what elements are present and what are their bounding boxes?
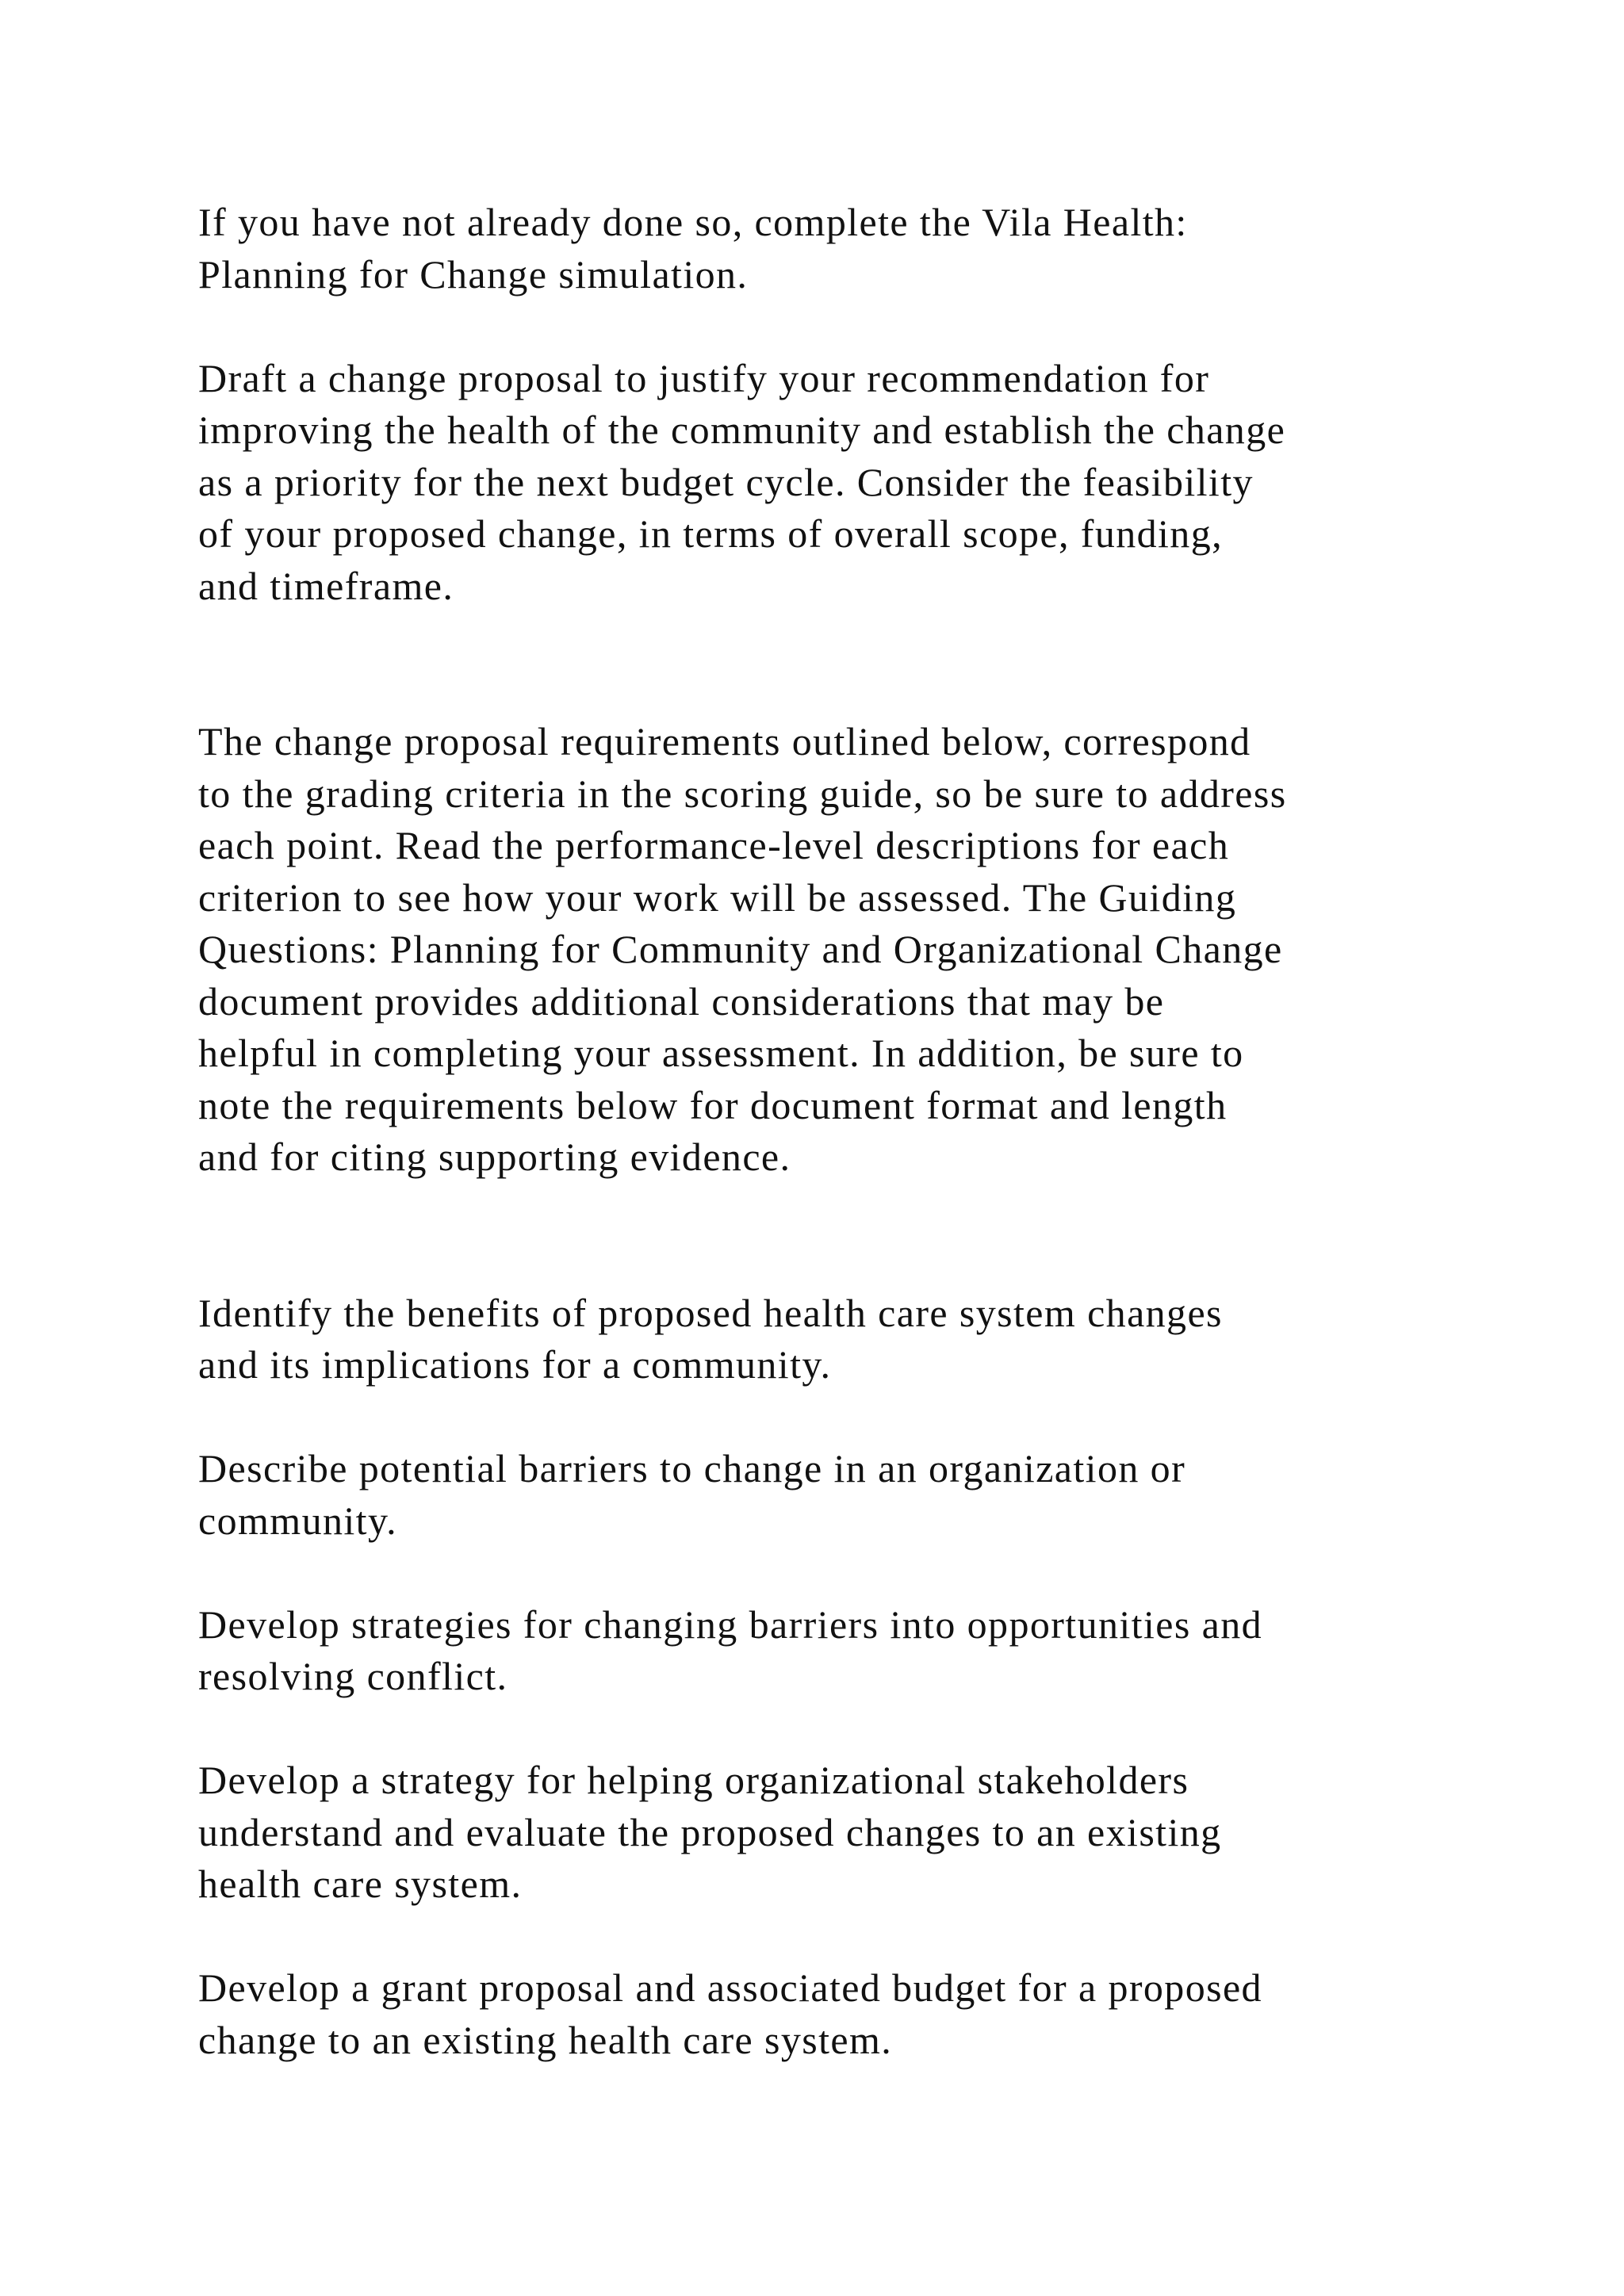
criterion-stakeholders: Develop a strategy for helping organizational stakeholders understand and evaluate the proposed changes to an existing health care system. bbox=[198, 1758, 1222, 1906]
paragraph-requirements: The change proposal requirements outlined below, correspond to the grading criteria in the scoring guide, so be sure to address each point. Read the performance-level descriptions for each criterion to see how your work will be assessed. The Guiding Questions: Planning for Community and Organizational Change document provides additional considerations that may be helpful in completing your assessment. In addition, be sure to note the requirements below for document format and length and for citing supporting evidence. bbox=[198, 719, 1287, 1179]
paragraph-spacer bbox=[198, 1184, 1499, 1288]
paragraph-spacer bbox=[198, 612, 1499, 716]
paragraph-spacer bbox=[198, 1703, 1499, 1755]
document-body bbox=[198, 197, 1499, 2066]
paragraph-instructions-intro: If you have not already done so, complete the Vila Health: Planning for Change simulation. bbox=[198, 200, 1188, 297]
paragraph-spacer bbox=[198, 1391, 1499, 1444]
criterion-barriers: Describe potential barriers to change in an organization or community. bbox=[198, 1446, 1186, 1543]
paragraph-spacer bbox=[198, 1911, 1499, 1963]
paragraph-draft-proposal: Draft a change proposal to justify your recommendation for improving the health of the community and establish the change as a priority for the next budget cycle. Consider the feasibility of your proposed change, in terms of overall scope, funding, and timeframe. bbox=[198, 355, 1286, 608]
criterion-grant-proposal: Develop a grant proposal and associated budget for a proposed change to an existing health care system. bbox=[198, 1965, 1262, 2062]
criterion-benefits: Identify the benefits of proposed health care system changes and its implications for a community. bbox=[198, 1290, 1223, 1387]
criterion-strategies: Develop strategies for changing barriers into opportunities and resolving conflict. bbox=[198, 1601, 1263, 1698]
paragraph-spacer bbox=[198, 300, 1499, 353]
paragraph-spacer bbox=[198, 1547, 1499, 1599]
